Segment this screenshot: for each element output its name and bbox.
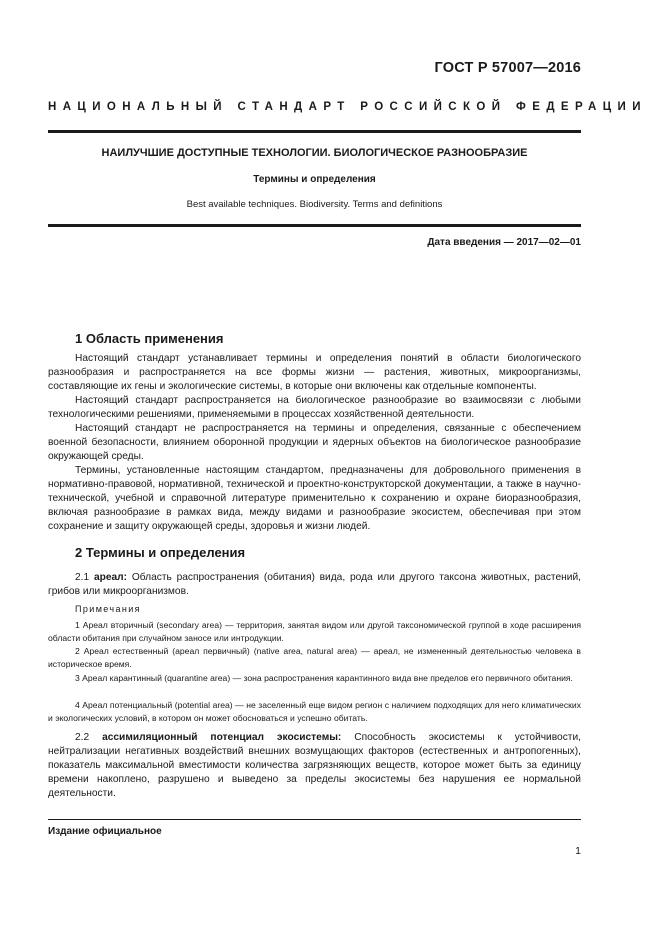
national-standard-heading: НАЦИОНАЛЬНЫЙ СТАНДАРТ РОССИЙСКОЙ ФЕДЕРАЦИИ: [48, 101, 647, 113]
section-1-heading: 1 Область применения: [75, 331, 224, 346]
term-name: ассимиляционный потенциал экосистемы:: [102, 732, 342, 743]
note-item: 4 Ареал потенциальный (potential area) — не заселенный еще видом регион с наличием подходящих для него климатических и экологических условий, в котором он может обосноваться и успешно обитать.: [48, 700, 581, 723]
document-title-english: Best available techniques. Biodiversity. Terms and definitions: [186, 199, 443, 210]
section-1-paragraph: Настоящий стандарт устанавливает термины и определения понятий в области биологического разнообразия и распространяется на все формы жизни — растения, животных, микроорганизмы, составляющие их гены и экологические системы, в которые они включены как отдельные компоненты.: [48, 353, 581, 392]
section-1-paragraph: Настоящий стандарт распространяется на биологическое разнообразие во взаимосвязи с любыми технологическими решениями, применяемыми в процессах хозяйственной деятельности.: [48, 395, 581, 420]
top-rule: [48, 130, 581, 133]
term-definition: Область распространения (обитания) вида, рода или другого таксона животных, растений, грибов или микроорганизмов.: [48, 572, 581, 597]
note-item: 3 Ареал карантинный (quarantine area) — зона распространения карантинного вида вне пределов его первичного обитания.: [75, 673, 573, 683]
title-rule: [48, 224, 581, 227]
section-2-heading: 2 Термины и определения: [75, 545, 246, 560]
term-definition: Способность экосистемы к устойчивости, нейтрализации негативных воздействий внешних возмущающих факторов (естественных и антропогенных), показатель максимальной вместимости количества загрязняющих веществ, которое может быть за единицу времени накоплено, разрушено и выведено за пределы экосистемы без нарушения ее нормальной деятельности.: [48, 732, 581, 799]
notes-heading: Примечания: [75, 604, 141, 614]
note-item: 1 Ареал вторичный (secondary area) — территория, занятая видом или другой таксономической группой в ходе расширения области обитания при случайном заносе или интродукции.: [48, 620, 581, 643]
term-number: 2.1: [75, 572, 90, 583]
standard-number: ГОСТ Р 57007—2016: [434, 60, 581, 76]
section-1-paragraph: Термины, установленные настоящим стандартом, предназначены для добровольного применения в нормативно-правовой, нормативной, технической и проектно-конструкторской документации, а также в научно-технической, учебной и справочной литературе применительно к сохранению и охране биоразнообразия, включая разнообразие в рамках вида, между видами и разнообразие экосистем, обеспечивая при этом сохранение и защиту окружающей среды, здоровья и жизни людей.: [48, 465, 581, 532]
section-1-paragraph: Настоящий стандарт не распространяется на термины и определения, связанные с обеспечением военной безопасности, влиянием оборонной продукции и ядерных объектов на биологическое разнообразие окружающей среды.: [48, 423, 581, 462]
term-2-2: [48, 731, 581, 801]
note-item: 2 Ареал естественный (ареал первичный) (native area, natural area) — ареал, не измененный деятельностью человека в историческое время.: [48, 646, 581, 669]
term-number: 2.2: [75, 732, 90, 743]
page-number: 1: [575, 845, 581, 857]
footer-rule: [48, 819, 581, 820]
term-name: ареал:: [93, 572, 128, 583]
introduction-date: Дата введения — 2017—02—01: [427, 237, 581, 248]
document-subtitle: Термины и определения: [253, 174, 376, 185]
official-edition-label: Издание официальное: [48, 826, 162, 837]
term-2-1: [48, 571, 581, 599]
document-title: НАИЛУЧШИЕ ДОСТУПНЫЕ ТЕХНОЛОГИИ. БИОЛОГИЧЕСКОЕ РАЗНООБРАЗИЕ: [101, 147, 528, 159]
